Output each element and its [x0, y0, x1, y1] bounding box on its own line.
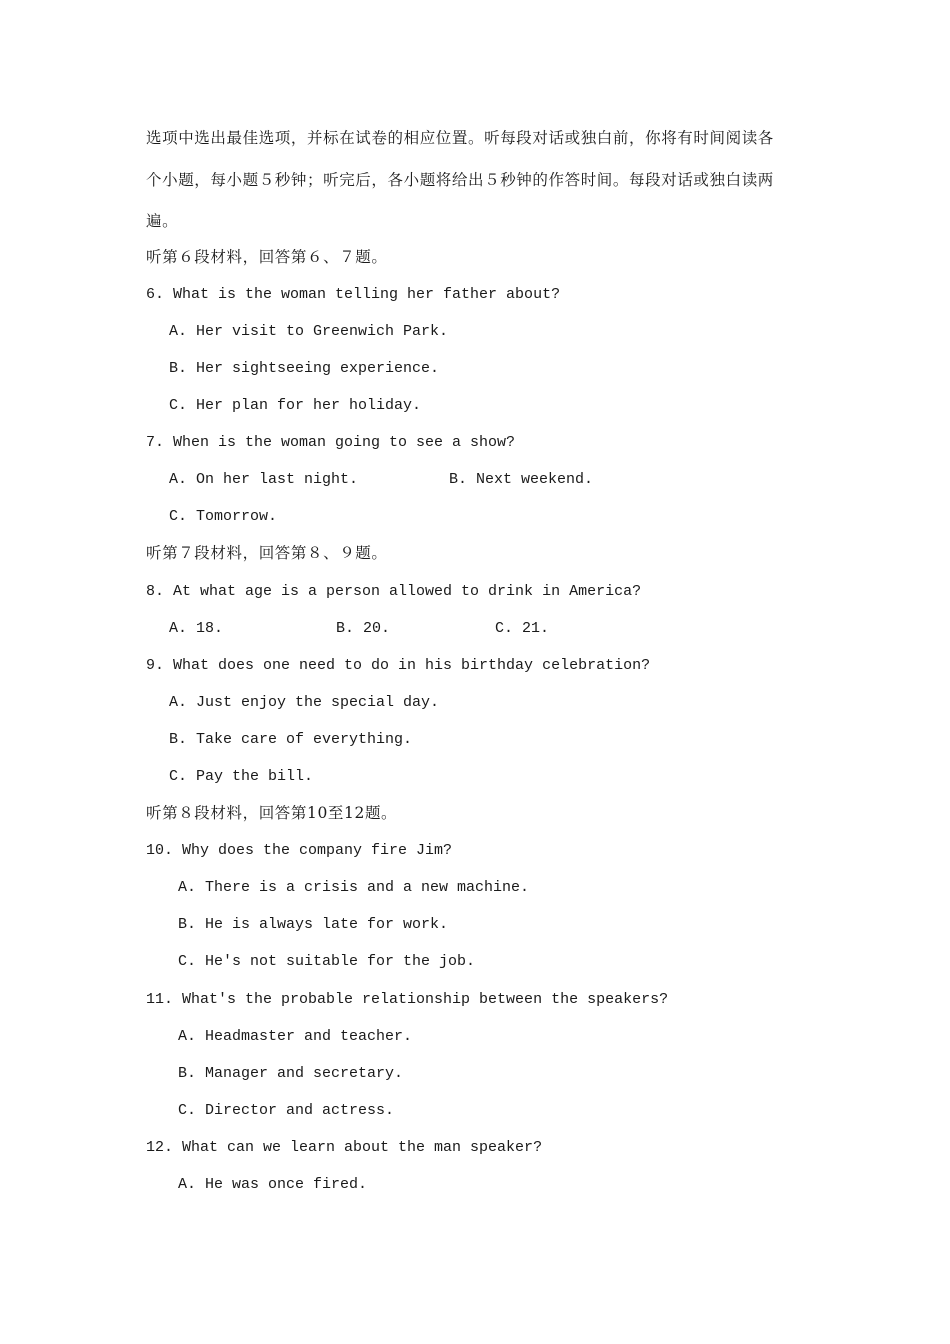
question-12-stem: 12. What can we learn about the man speaker? [146, 1139, 543, 1156]
question-8-option-a: A. 18. [169, 620, 224, 637]
section-8-heading: 听第８段材料，回答第10至12题。 [146, 804, 398, 822]
question-6-option-b: B. Her sightseeing experience. [169, 360, 440, 377]
question-7-option-c: C. Tomorrow. [169, 508, 278, 525]
instructions-line-3: 遍。 [146, 212, 179, 230]
question-10-stem: 10. Why does the company fire Jim? [146, 842, 453, 859]
question-9-option-a: A. Just enjoy the special day. [169, 694, 440, 711]
question-12-option-a: A. He was once fired. [178, 1176, 368, 1193]
question-10-option-c: C. He's not suitable for the job. [178, 953, 476, 970]
question-8-option-b: B. 20. [336, 620, 391, 637]
question-11-option-a: A. Headmaster and teacher. [178, 1028, 413, 1045]
instructions-line-2: 个小题，每小题５秒钟；听完后，各小题将给出５秒钟的作答时间。每段对话或独白读两 [146, 171, 774, 189]
question-11-option-c: C. Director and actress. [178, 1102, 395, 1119]
question-7-option-b: B. Next weekend. [449, 471, 594, 488]
question-8-stem: 8. At what age is a person allowed to drink in America? [146, 583, 642, 600]
question-11-stem: 11. What's the probable relationship between the speakers? [146, 991, 669, 1008]
question-9-option-b: B. Take care of everything. [169, 731, 413, 748]
question-9-stem: 9. What does one need to do in his birthday celebration? [146, 657, 651, 674]
section-6-heading: 听第６段材料，回答第６、７题。 [146, 248, 388, 266]
question-6-stem: 6. What is the woman telling her father about? [146, 286, 561, 303]
question-7-option-a: A. On her last night. [169, 471, 359, 488]
question-7-stem: 7. When is the woman going to see a show? [146, 434, 516, 451]
question-11-option-b: B. Manager and secretary. [178, 1065, 404, 1082]
question-8-option-c: C. 21. [495, 620, 550, 637]
question-10-option-b: B. He is always late for work. [178, 916, 449, 933]
section-7-heading: 听第７段材料，回答第８、９题。 [146, 544, 388, 562]
instructions-line-1: 选项中选出最佳选项，并标在试卷的相应位置。听每段对话或独白前，你将有时间阅读各 [146, 129, 774, 147]
question-10-option-a: A. There is a crisis and a new machine. [178, 879, 530, 896]
question-6-option-c: C. Her plan for her holiday. [169, 397, 422, 414]
question-6-option-a: A. Her visit to Greenwich Park. [169, 323, 449, 340]
question-9-option-c: C. Pay the bill. [169, 768, 314, 785]
